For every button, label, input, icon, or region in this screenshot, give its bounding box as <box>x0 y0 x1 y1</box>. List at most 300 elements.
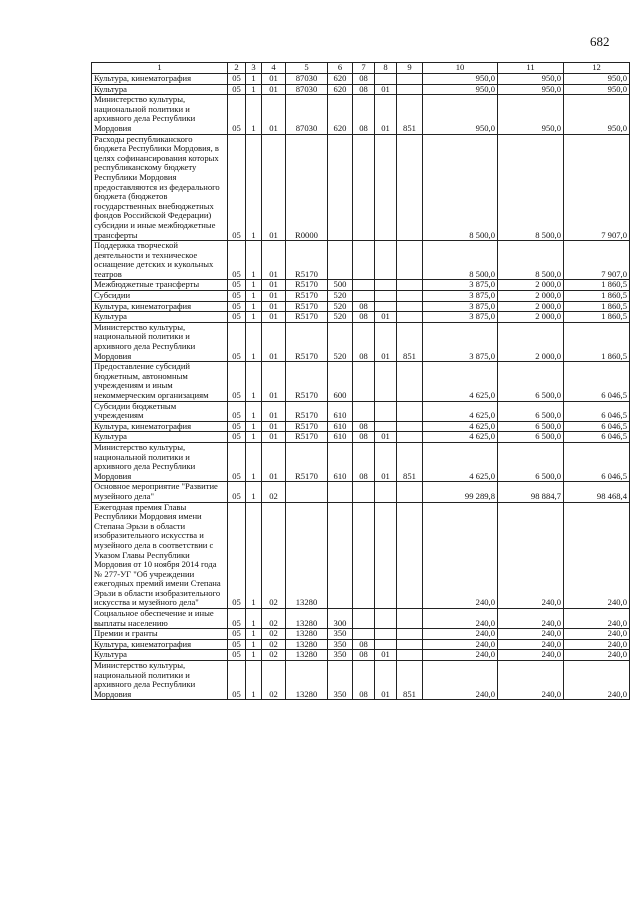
subsection-code <box>375 362 397 401</box>
row-name: Культура, кинематография <box>92 639 228 650</box>
amount-col-10: 4 625,0 <box>423 401 498 421</box>
subsection-code: 01 <box>375 442 397 481</box>
section-code <box>353 362 375 401</box>
table-row <box>92 134 630 241</box>
expense-type: 610 <box>328 401 353 421</box>
page-number: 682 <box>590 34 610 49</box>
amount-col-11: 2 000,0 <box>498 312 564 323</box>
target-code: 13280 <box>286 661 328 700</box>
subsection-code <box>375 241 397 280</box>
subsection-code <box>375 609 397 629</box>
target-code: R5170 <box>286 401 328 421</box>
target-code: R0000 <box>286 134 328 241</box>
row-name: Ежегодная премия Главы Республики Мордовия имени Степана Эрьзи в области изобразительного искусства и музейного дела в соответствии с Указом Главы Республики Мордовия от 10 ноября 2014 года № 277-УГ "Об учреждении ежегодных премий имени Степана Эрьзи в области изобразительного искусства и музейного дела" <box>92 502 228 609</box>
amount-col-12: 6 046,5 <box>564 401 630 421</box>
row-name: Поддержка творческой деятельности и техническое оснащение детских и кукольных театров <box>92 241 228 280</box>
ministry-code <box>397 241 423 280</box>
subprogram-code: 1 <box>246 650 262 661</box>
expense-type: 350 <box>328 629 353 640</box>
subsection-code <box>375 502 397 609</box>
event-code: 01 <box>262 74 286 85</box>
chapter-code: 05 <box>228 241 246 280</box>
amount-col-10: 240,0 <box>423 639 498 650</box>
budget-table <box>91 62 630 700</box>
column-header: 3 <box>246 63 262 74</box>
table-row <box>92 482 630 502</box>
table-row <box>92 95 630 134</box>
section-code: 08 <box>353 661 375 700</box>
column-header: 5 <box>286 63 328 74</box>
table-row <box>92 629 630 640</box>
ministry-code <box>397 280 423 291</box>
table-row <box>92 362 630 401</box>
row-name: Субсидии бюджетным учреждениям <box>92 401 228 421</box>
table-row <box>92 639 630 650</box>
event-code: 01 <box>262 241 286 280</box>
table-row <box>92 241 630 280</box>
expense-type <box>328 502 353 609</box>
subprogram-code: 1 <box>246 291 262 302</box>
subsection-code <box>375 421 397 432</box>
event-code: 01 <box>262 312 286 323</box>
subsection-code: 01 <box>375 661 397 700</box>
table-row <box>92 84 630 95</box>
ministry-code <box>397 421 423 432</box>
expense-type: 520 <box>328 312 353 323</box>
subprogram-code: 1 <box>246 134 262 241</box>
amount-col-11: 98 884,7 <box>498 482 564 502</box>
target-code: R5170 <box>286 362 328 401</box>
subprogram-code: 1 <box>246 421 262 432</box>
target-code <box>286 482 328 502</box>
subsection-code <box>375 482 397 502</box>
subsection-code: 01 <box>375 312 397 323</box>
chapter-code: 05 <box>228 629 246 640</box>
event-code: 01 <box>262 322 286 361</box>
expense-type: 610 <box>328 421 353 432</box>
ministry-code <box>397 401 423 421</box>
target-code: R5170 <box>286 432 328 443</box>
section-code: 08 <box>353 432 375 443</box>
ministry-code <box>397 301 423 312</box>
target-code: R5170 <box>286 312 328 323</box>
section-code: 08 <box>353 650 375 661</box>
table-row <box>92 291 630 302</box>
amount-col-10: 240,0 <box>423 502 498 609</box>
chapter-code: 05 <box>228 312 246 323</box>
chapter-code: 05 <box>228 661 246 700</box>
amount-col-12: 6 046,5 <box>564 362 630 401</box>
column-header: 8 <box>375 63 397 74</box>
table-row <box>92 609 630 629</box>
target-code: R5170 <box>286 301 328 312</box>
amount-col-12: 1 860,5 <box>564 312 630 323</box>
amount-col-12: 240,0 <box>564 639 630 650</box>
amount-col-12: 1 860,5 <box>564 301 630 312</box>
section-code: 08 <box>353 442 375 481</box>
target-code: 13280 <box>286 650 328 661</box>
ministry-code: 851 <box>397 661 423 700</box>
event-code: 01 <box>262 134 286 241</box>
column-header: 7 <box>353 63 375 74</box>
row-name: Премии и гранты <box>92 629 228 640</box>
target-code: R5170 <box>286 322 328 361</box>
amount-col-10: 240,0 <box>423 661 498 700</box>
amount-col-11: 950,0 <box>498 84 564 95</box>
amount-col-12: 7 907,0 <box>564 134 630 241</box>
amount-col-10: 99 289,8 <box>423 482 498 502</box>
amount-col-12: 240,0 <box>564 502 630 609</box>
amount-col-11: 950,0 <box>498 74 564 85</box>
subprogram-code: 1 <box>246 639 262 650</box>
subprogram-code: 1 <box>246 301 262 312</box>
section-code <box>353 280 375 291</box>
amount-col-11: 6 500,0 <box>498 442 564 481</box>
ministry-code <box>397 609 423 629</box>
target-code: 13280 <box>286 639 328 650</box>
table-row <box>92 74 630 85</box>
subprogram-code: 1 <box>246 322 262 361</box>
chapter-code: 05 <box>228 432 246 443</box>
event-code: 02 <box>262 482 286 502</box>
amount-col-12: 6 046,5 <box>564 432 630 443</box>
target-code: R5170 <box>286 421 328 432</box>
row-name: Предоставление субсидий бюджетным, автономным учреждениям и иным некоммерческим организациям <box>92 362 228 401</box>
section-code: 08 <box>353 95 375 134</box>
chapter-code: 05 <box>228 442 246 481</box>
row-name: Культура <box>92 312 228 323</box>
chapter-code: 05 <box>228 291 246 302</box>
target-code: 13280 <box>286 629 328 640</box>
ministry-code: 851 <box>397 322 423 361</box>
subsection-code: 01 <box>375 432 397 443</box>
event-code: 01 <box>262 362 286 401</box>
section-code: 08 <box>353 639 375 650</box>
amount-col-11: 6 500,0 <box>498 432 564 443</box>
expense-type: 520 <box>328 322 353 361</box>
subprogram-code: 1 <box>246 362 262 401</box>
amount-col-11: 6 500,0 <box>498 401 564 421</box>
amount-col-12: 240,0 <box>564 661 630 700</box>
subsection-code <box>375 401 397 421</box>
row-name: Субсидии <box>92 291 228 302</box>
subprogram-code: 1 <box>246 95 262 134</box>
row-name: Межбюджетные трансферты <box>92 280 228 291</box>
section-code: 08 <box>353 74 375 85</box>
chapter-code: 05 <box>228 401 246 421</box>
row-name: Культура, кинематография <box>92 301 228 312</box>
amount-col-11: 8 500,0 <box>498 241 564 280</box>
row-name: Социальное обеспечение и иные выплаты населению <box>92 609 228 629</box>
subprogram-code: 1 <box>246 401 262 421</box>
ministry-code <box>397 432 423 443</box>
expense-type: 600 <box>328 362 353 401</box>
event-code: 02 <box>262 502 286 609</box>
table-row <box>92 442 630 481</box>
section-code <box>353 241 375 280</box>
subprogram-code: 1 <box>246 312 262 323</box>
section-code <box>353 482 375 502</box>
table-row <box>92 432 630 443</box>
table-row <box>92 401 630 421</box>
table-header-row <box>92 63 630 74</box>
subprogram-code: 1 <box>246 432 262 443</box>
event-code: 01 <box>262 442 286 481</box>
table-row <box>92 312 630 323</box>
chapter-code: 05 <box>228 95 246 134</box>
section-code: 08 <box>353 421 375 432</box>
subprogram-code: 1 <box>246 609 262 629</box>
amount-col-12: 1 860,5 <box>564 280 630 291</box>
section-code: 08 <box>353 301 375 312</box>
amount-col-10: 950,0 <box>423 84 498 95</box>
section-code: 08 <box>353 312 375 323</box>
amount-col-12: 950,0 <box>564 84 630 95</box>
amount-col-11: 2 000,0 <box>498 291 564 302</box>
expense-type: 520 <box>328 301 353 312</box>
amount-col-11: 2 000,0 <box>498 322 564 361</box>
amount-col-12: 6 046,5 <box>564 421 630 432</box>
event-code: 01 <box>262 291 286 302</box>
row-name: Основное мероприятие "Развитие музейного дела" <box>92 482 228 502</box>
amount-col-11: 8 500,0 <box>498 134 564 241</box>
section-code: 08 <box>353 322 375 361</box>
ministry-code <box>397 84 423 95</box>
subprogram-code: 1 <box>246 629 262 640</box>
target-code: R5170 <box>286 280 328 291</box>
subsection-code: 01 <box>375 95 397 134</box>
ministry-code <box>397 639 423 650</box>
amount-col-11: 950,0 <box>498 95 564 134</box>
expense-type: 350 <box>328 639 353 650</box>
chapter-code: 05 <box>228 301 246 312</box>
event-code: 01 <box>262 301 286 312</box>
target-code: 87030 <box>286 84 328 95</box>
table-row <box>92 322 630 361</box>
table-row <box>92 502 630 609</box>
amount-col-12: 950,0 <box>564 95 630 134</box>
amount-col-12: 240,0 <box>564 609 630 629</box>
subprogram-code: 1 <box>246 482 262 502</box>
row-name: Министерство культуры, национальной политики и архивного дела Республики Мордовия <box>92 442 228 481</box>
ministry-code <box>397 650 423 661</box>
section-code <box>353 401 375 421</box>
event-code: 02 <box>262 650 286 661</box>
expense-type: 500 <box>328 280 353 291</box>
chapter-code: 05 <box>228 84 246 95</box>
ministry-code <box>397 629 423 640</box>
subprogram-code: 1 <box>246 74 262 85</box>
section-code <box>353 134 375 241</box>
expense-type: 610 <box>328 442 353 481</box>
amount-col-11: 240,0 <box>498 639 564 650</box>
ministry-code <box>397 482 423 502</box>
subsection-code <box>375 74 397 85</box>
amount-col-12: 1 860,5 <box>564 322 630 361</box>
event-code: 01 <box>262 401 286 421</box>
amount-col-12: 6 046,5 <box>564 442 630 481</box>
target-code: R5170 <box>286 291 328 302</box>
target-code: 13280 <box>286 502 328 609</box>
row-name: Культура, кинематография <box>92 74 228 85</box>
chapter-code: 05 <box>228 362 246 401</box>
ministry-code <box>397 502 423 609</box>
amount-col-10: 4 625,0 <box>423 362 498 401</box>
subsection-code <box>375 134 397 241</box>
amount-col-12: 240,0 <box>564 629 630 640</box>
expense-type: 610 <box>328 432 353 443</box>
amount-col-11: 2 000,0 <box>498 301 564 312</box>
chapter-code: 05 <box>228 421 246 432</box>
row-name: Культура <box>92 650 228 661</box>
subprogram-code: 1 <box>246 661 262 700</box>
column-header: 12 <box>564 63 630 74</box>
column-header: 2 <box>228 63 246 74</box>
ministry-code <box>397 291 423 302</box>
expense-type: 350 <box>328 650 353 661</box>
row-name: Министерство культуры, национальной политики и архивного дела Республики Мордовия <box>92 322 228 361</box>
amount-col-11: 240,0 <box>498 502 564 609</box>
subsection-code <box>375 639 397 650</box>
event-code: 02 <box>262 639 286 650</box>
target-code: 87030 <box>286 74 328 85</box>
amount-col-10: 950,0 <box>423 95 498 134</box>
section-code <box>353 291 375 302</box>
amount-col-10: 3 875,0 <box>423 322 498 361</box>
amount-col-10: 4 625,0 <box>423 432 498 443</box>
target-code: 87030 <box>286 95 328 134</box>
column-header: 1 <box>92 63 228 74</box>
table-row <box>92 301 630 312</box>
subsection-code <box>375 291 397 302</box>
row-name: Министерство культуры, национальной политики и архивного дела Республики Мордовия <box>92 95 228 134</box>
amount-col-11: 240,0 <box>498 650 564 661</box>
chapter-code: 05 <box>228 650 246 661</box>
column-header: 10 <box>423 63 498 74</box>
column-header: 9 <box>397 63 423 74</box>
ministry-code <box>397 362 423 401</box>
amount-col-10: 240,0 <box>423 650 498 661</box>
expense-type: 520 <box>328 291 353 302</box>
ministry-code <box>397 74 423 85</box>
chapter-code: 05 <box>228 639 246 650</box>
event-code: 01 <box>262 84 286 95</box>
subprogram-code: 1 <box>246 241 262 280</box>
expense-type <box>328 134 353 241</box>
expense-type: 620 <box>328 95 353 134</box>
subprogram-code: 1 <box>246 502 262 609</box>
chapter-code: 05 <box>228 482 246 502</box>
row-name: Культура, кинематография <box>92 421 228 432</box>
amount-col-10: 3 875,0 <box>423 301 498 312</box>
event-code: 02 <box>262 629 286 640</box>
column-header: 11 <box>498 63 564 74</box>
subsection-code: 01 <box>375 322 397 361</box>
ministry-code <box>397 312 423 323</box>
subprogram-code: 1 <box>246 84 262 95</box>
amount-col-11: 240,0 <box>498 629 564 640</box>
event-code: 01 <box>262 280 286 291</box>
subsection-code <box>375 301 397 312</box>
event-code: 01 <box>262 432 286 443</box>
amount-col-10: 8 500,0 <box>423 241 498 280</box>
amount-col-10: 240,0 <box>423 609 498 629</box>
amount-col-12: 1 860,5 <box>564 291 630 302</box>
amount-col-10: 4 625,0 <box>423 421 498 432</box>
section-code <box>353 629 375 640</box>
amount-col-10: 3 875,0 <box>423 312 498 323</box>
amount-col-11: 6 500,0 <box>498 421 564 432</box>
chapter-code: 05 <box>228 134 246 241</box>
target-code: 13280 <box>286 609 328 629</box>
chapter-code: 05 <box>228 74 246 85</box>
table-row <box>92 421 630 432</box>
expense-type: 350 <box>328 661 353 700</box>
section-code: 08 <box>353 84 375 95</box>
amount-col-11: 240,0 <box>498 609 564 629</box>
event-code: 01 <box>262 421 286 432</box>
chapter-code: 05 <box>228 322 246 361</box>
expense-type: 300 <box>328 609 353 629</box>
chapter-code: 05 <box>228 502 246 609</box>
subsection-code: 01 <box>375 84 397 95</box>
amount-col-10: 3 875,0 <box>423 291 498 302</box>
column-header: 6 <box>328 63 353 74</box>
event-code: 01 <box>262 95 286 134</box>
column-header: 4 <box>262 63 286 74</box>
ministry-code: 851 <box>397 95 423 134</box>
section-code <box>353 609 375 629</box>
subsection-code <box>375 280 397 291</box>
subprogram-code: 1 <box>246 280 262 291</box>
subsection-code: 01 <box>375 650 397 661</box>
chapter-code: 05 <box>228 609 246 629</box>
amount-col-11: 2 000,0 <box>498 280 564 291</box>
table-row <box>92 280 630 291</box>
amount-col-12: 7 907,0 <box>564 241 630 280</box>
amount-col-10: 4 625,0 <box>423 442 498 481</box>
amount-col-12: 98 468,4 <box>564 482 630 502</box>
section-code <box>353 502 375 609</box>
amount-col-12: 240,0 <box>564 650 630 661</box>
target-code: R5170 <box>286 442 328 481</box>
amount-col-11: 240,0 <box>498 661 564 700</box>
event-code: 02 <box>262 609 286 629</box>
target-code: R5170 <box>286 241 328 280</box>
chapter-code: 05 <box>228 280 246 291</box>
expense-type <box>328 482 353 502</box>
expense-type <box>328 241 353 280</box>
row-name: Культура <box>92 84 228 95</box>
expense-type: 620 <box>328 74 353 85</box>
table-row <box>92 661 630 700</box>
row-name: Министерство культуры, национальной политики и архивного дела Республики Мордовия <box>92 661 228 700</box>
amount-col-10: 950,0 <box>423 74 498 85</box>
subsection-code <box>375 629 397 640</box>
amount-col-10: 3 875,0 <box>423 280 498 291</box>
event-code: 02 <box>262 661 286 700</box>
ministry-code: 851 <box>397 442 423 481</box>
amount-col-10: 8 500,0 <box>423 134 498 241</box>
table-row <box>92 650 630 661</box>
amount-col-10: 240,0 <box>423 629 498 640</box>
row-name: Культура <box>92 432 228 443</box>
expense-type: 620 <box>328 84 353 95</box>
row-name: Расходы республиканского бюджета Республики Мордовия, в целях софинансирования которых республиканскому бюджету Республики Мордовия предоставляются из федерального бюджета (бюджетов государственных внебюджетных фондов Российской Федерации) субсидии и иные межбюджетные трансферты <box>92 134 228 241</box>
ministry-code <box>397 134 423 241</box>
amount-col-11: 6 500,0 <box>498 362 564 401</box>
amount-col-12: 950,0 <box>564 74 630 85</box>
